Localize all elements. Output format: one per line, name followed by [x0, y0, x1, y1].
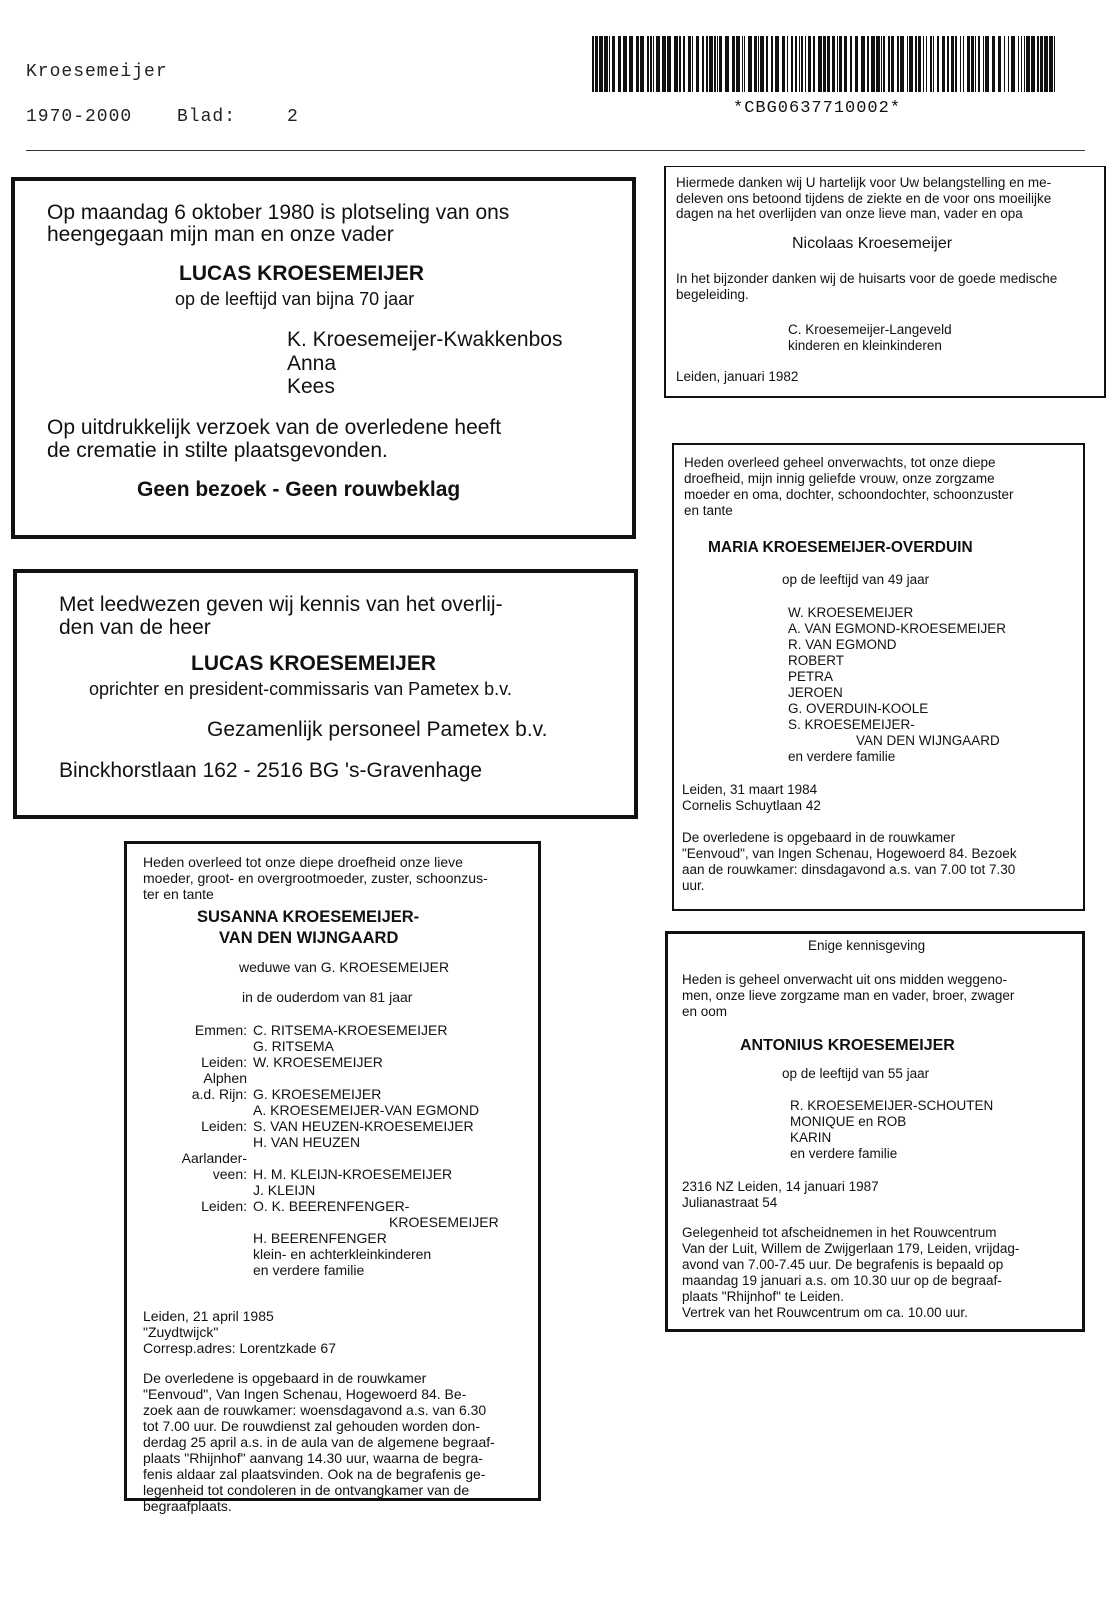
family-names: klein- en achterkleinkinderen — [253, 1246, 432, 1262]
barcode-bar — [1054, 36, 1055, 92]
barcode-bar — [808, 36, 811, 92]
family-list — [790, 1098, 993, 1162]
deceased-name: MARIA KROESEMEIJER-OVERDUIN — [708, 539, 973, 556]
family-member: JEROEN — [788, 685, 843, 700]
barcode-bar — [650, 36, 652, 92]
details-line: De overledene is opgebaard in de rouwkamer — [143, 1370, 427, 1386]
family-member: en verdere familie — [790, 1146, 898, 1161]
barcode-bar — [923, 36, 924, 92]
barcode-bar — [813, 36, 815, 92]
barcode-bar — [1024, 36, 1025, 92]
header-divider — [26, 150, 1085, 151]
barcode-bar — [748, 36, 752, 92]
barcode-bar — [647, 36, 649, 92]
family-member: G. OVERDUIN-KOOLE — [788, 701, 929, 716]
family-member: S. KROESEMEIJER- — [788, 717, 915, 732]
barcode-bar — [823, 36, 826, 92]
barcode-bar — [629, 36, 633, 92]
details-line: avond van 7.00-7.45 uur. De begrafenis is bepaald op — [682, 1257, 1004, 1272]
family-row — [127, 1246, 537, 1262]
barcode-bar — [782, 36, 785, 92]
deceased-name-line-2: VAN DEN WIJNGAARD — [219, 929, 399, 947]
age-line: op de leeftijd van 49 jaar — [782, 572, 930, 587]
period-label: 1970-2000 — [26, 107, 133, 127]
intro-line-2: heengegaan mijn man en onze vader — [47, 223, 394, 246]
barcode-bar — [595, 36, 598, 92]
barcode-bar — [801, 36, 803, 92]
intro-line: moeder, groot- en overgrootmoeder, zuster, schoonzus- — [143, 870, 488, 886]
family-names: W. KROESEMEIJER — [253, 1054, 383, 1070]
note-line-2: de crematie in stilte plaatsgevonden. — [47, 439, 388, 462]
widow-line: weduwe van G. KROESEMEIJER — [239, 959, 450, 975]
details-line: Van der Luit, Willem de Zwijgerlaan 179, Leiden, vrijdag- — [682, 1241, 1020, 1256]
address-line: Binckhorstlaan 162 - 2516 BG 's-Gravenhage — [59, 759, 483, 782]
barcode-bar — [1008, 36, 1009, 92]
family-row — [127, 1102, 537, 1118]
details-line: "Eenvoud", Van Ingen Schenau, Hogewoerd 84. Be- — [143, 1386, 467, 1402]
barcode-bar — [832, 36, 835, 92]
barcode-bar — [758, 36, 759, 92]
age-line: op de leeftijd van 55 jaar — [782, 1066, 930, 1081]
intro-line: Heden is geheel onverwacht uit ons midden weggeno- — [682, 972, 1007, 987]
family-names: O. K. BEERENFENGER- — [253, 1198, 410, 1214]
barcode-bar — [850, 36, 852, 92]
barcode-bar — [909, 36, 913, 92]
role-line: oprichter en president-commissaris van Pametex b.v. — [89, 679, 512, 699]
intro-line: moeder en oma, dochter, schoondochter, schoonzuster — [684, 487, 1014, 502]
family-member-1: K. Kroesemeijer-Kwakkenbos — [287, 328, 563, 351]
family-names: H. VAN HEUZEN — [253, 1134, 361, 1150]
barcode-bar — [667, 36, 671, 92]
barcode-bar — [1037, 36, 1039, 92]
address-line: Julianastraat 54 — [682, 1195, 778, 1210]
family-line-2: kinderen en kleinkinderen — [788, 338, 942, 353]
barcode-bar — [942, 36, 945, 92]
heading: Enige kennisgeving — [808, 938, 926, 953]
family-member: R. KROESEMEIJER-SCHOUTEN — [790, 1098, 994, 1113]
family-place: Leiden: — [201, 1118, 247, 1134]
address-line: Cornelis Schuytlaan 42 — [682, 798, 821, 813]
deceased-name: LUCAS KROESEMEIJER — [191, 652, 437, 675]
family-row — [127, 1054, 537, 1070]
age-line: in de ouderdom van 81 jaar — [242, 989, 413, 1005]
barcode-bar — [696, 36, 699, 92]
barcode-bar — [998, 36, 1001, 92]
sender-line: Gezamenlijk personeel Pametex b.v. — [207, 718, 548, 741]
barcode-bar — [983, 36, 984, 92]
barcode-bar — [933, 36, 934, 92]
barcode-bar — [653, 36, 654, 92]
family-member-3: Kees — [287, 375, 335, 398]
note-line-1: Op uitdrukkelijk verzoek van de overledene heeft — [47, 416, 502, 439]
deceased-name-line-1: SUSANNA KROESEMEIJER- — [197, 908, 420, 926]
notice-maria — [672, 443, 1085, 911]
family-row — [127, 1134, 537, 1150]
family-list — [127, 1022, 537, 1278]
family-member: VAN DEN WIJNGAARD — [856, 733, 1000, 748]
barcode-bar — [636, 36, 639, 92]
family-member: MONIQUE en ROB — [790, 1114, 907, 1129]
family-member: ROBERT — [788, 653, 845, 668]
barcode-bar — [688, 36, 691, 92]
barcode-bar — [736, 36, 740, 92]
barcode-bar — [1004, 36, 1005, 92]
barcode-bar — [640, 36, 644, 92]
family-member: R. VAN EGMOND — [788, 637, 897, 652]
intro-block — [682, 972, 1014, 1020]
family-member: PETRA — [788, 669, 834, 684]
family-row — [127, 1230, 537, 1246]
thanks-line: begeleiding. — [676, 286, 749, 302]
family-place: Leiden: — [201, 1054, 247, 1070]
family-names: A. KROESEMEIJER-VAN EGMOND — [253, 1102, 480, 1118]
family-names: KROESEMEIJER — [389, 1214, 499, 1230]
notice-lucas-family — [11, 177, 636, 539]
details-line: aan de rouwkamer: dinsdagavond a.s. van 7.00 tot 7.30 — [682, 862, 1016, 877]
date-line: Leiden, 31 maart 1984 — [682, 782, 818, 797]
barcode-bar — [717, 36, 718, 92]
barcode-bar — [679, 36, 681, 92]
family-names: G. KROESEMEIJER — [253, 1086, 382, 1102]
barcode-bar — [867, 36, 869, 92]
barcode-bar — [971, 36, 974, 92]
intro-line: Hiermede danken wij U hartelijk voor Uw belangstelling en me- — [676, 175, 1052, 190]
barcode-bar — [709, 36, 713, 92]
barcode-bar — [754, 36, 757, 92]
family-row — [127, 1070, 537, 1086]
family-row — [127, 1022, 537, 1038]
intro-line-1: Met leedwezen geven wij kennis van het overlij- — [59, 593, 503, 616]
barcode-bar — [897, 36, 899, 92]
intro-line: deleven ons betoond tijdens de ziekte en de voor ons moeilijke — [676, 190, 1052, 206]
barcode-bar — [791, 36, 793, 92]
barcode-bar — [839, 36, 842, 92]
barcode-bar — [918, 36, 921, 92]
notice-antonius — [665, 931, 1085, 1332]
details-block — [682, 1225, 1019, 1321]
family-place: veen: — [212, 1166, 247, 1182]
intro-line-2: den van de heer — [59, 616, 211, 639]
details-line: zoek aan de rouwkamer: woensdagavond a.s. van 6.30 — [143, 1402, 487, 1418]
notice-lucas-company — [13, 569, 638, 819]
family-row — [127, 1086, 537, 1102]
barcode-bar — [592, 36, 594, 92]
corresp-line: Corresp.adres: Lorentzkade 67 — [143, 1340, 336, 1356]
deceased-name: Nicolaas Kroesemeijer — [792, 235, 953, 252]
date-line: Leiden, 21 april 1985 — [143, 1308, 274, 1324]
family-row — [127, 1118, 537, 1134]
family-names: en verdere familie — [253, 1262, 365, 1278]
barcode-bar — [795, 36, 797, 92]
barcode-bar — [985, 36, 989, 92]
barcode-bar — [876, 36, 880, 92]
details-line: fenis aldaar zal plaatsvinden. Ook na de begrafenis ge- — [143, 1466, 486, 1482]
page-label: Blad: — [177, 107, 237, 127]
barcode-bar — [744, 36, 745, 92]
barcode-bar — [951, 36, 954, 92]
barcode-bar — [725, 36, 729, 92]
barcode-bar — [888, 36, 890, 92]
barcode-bar — [771, 36, 773, 92]
family-row — [127, 1166, 537, 1182]
intro-line: en oom — [682, 1004, 728, 1019]
barcode-bar — [674, 36, 678, 92]
barcode-bar — [732, 36, 735, 92]
barcode-bar — [975, 36, 976, 92]
barcode-bar — [1021, 36, 1022, 92]
intro-line: Heden overleed tot onze diepe droefheid onze lieve — [143, 854, 463, 870]
details-line: plaats "Rhijnhof" te Leiden. — [682, 1289, 844, 1304]
details-line: begraafplaats. — [143, 1498, 232, 1514]
barcode-bar — [656, 36, 660, 92]
family-names: J. KLEIJN — [253, 1182, 316, 1198]
barcode-bar — [871, 36, 875, 92]
family-member: KARIN — [790, 1130, 832, 1145]
details-line: maandag 19 januari a.s. om 10.30 uur op de begraaf- — [682, 1273, 1002, 1288]
family-names: C. RITSEMA-KROESEMEIJER — [253, 1022, 448, 1038]
barcode-bar — [900, 36, 904, 92]
barcode-bar — [827, 36, 830, 92]
barcode-bar — [683, 36, 685, 92]
barcode-bar — [930, 36, 932, 92]
family-row — [127, 1182, 537, 1198]
barcode-bar — [702, 36, 704, 92]
family-place: Emmen: — [194, 1022, 247, 1038]
intro-line: Heden overleed geheel onverwachts, tot onze diepe — [684, 455, 996, 470]
intro-line: en tante — [684, 503, 733, 518]
barcode-bar — [805, 36, 806, 92]
details-line: "Eenvoud", van Ingen Schenau, Hogewoerd 84. Bezoek — [682, 846, 1017, 861]
barcode-bar — [618, 36, 621, 92]
barcode-bar — [960, 36, 961, 92]
barcode-bar — [955, 36, 957, 92]
surname-header: Kroesemeijer — [26, 62, 168, 82]
intro-line: men, onze lieve zorgzame man en vader, broer, zwager — [682, 988, 1015, 1003]
family-names: H. BEERENFENGER — [253, 1230, 387, 1246]
barcode-bar — [1018, 36, 1019, 92]
details-line: Vertrek van het Rouwcentrum om ca. 10.00 uur. — [682, 1305, 968, 1320]
family-row — [127, 1198, 537, 1214]
intro-line-1: Op maandag 6 oktober 1980 is plotseling van ons — [47, 201, 510, 224]
barcode-bar — [1040, 36, 1043, 92]
barcode-bar — [609, 36, 610, 92]
family-place: Leiden: — [201, 1198, 247, 1214]
barcode-bar — [907, 36, 908, 92]
barcode-bar — [963, 36, 964, 92]
house-line: "Zuydtwijck" — [143, 1324, 219, 1340]
barcode-bar — [881, 36, 882, 92]
intro-block — [684, 455, 1013, 519]
family-member: en verdere familie — [788, 749, 896, 764]
barcode-bar — [1044, 36, 1048, 92]
intro-block — [676, 175, 1051, 222]
date-line: Leiden, januari 1982 — [676, 369, 799, 384]
family-place: Aarlander- — [181, 1150, 247, 1166]
family-row — [127, 1262, 537, 1278]
barcode-bar — [861, 36, 865, 92]
barcode-bar — [883, 36, 885, 92]
details-line: Gelegenheid tot afscheidnemen in het Rouwcentrum — [682, 1225, 997, 1240]
barcode-bar — [604, 36, 608, 92]
barcode-bar — [891, 36, 894, 92]
intro-line: ter en tante — [143, 886, 214, 902]
barcode-bar — [1031, 36, 1035, 92]
family-line-1: C. Kroesemeijer-Langeveld — [788, 322, 952, 337]
barcode-bar — [915, 36, 917, 92]
barcode-bar — [1026, 36, 1030, 92]
barcode-bar — [775, 36, 779, 92]
family-place: a.d. Rijn: — [191, 1086, 247, 1102]
family-names: H. M. KLEIJN-KROESEMEIJER — [253, 1166, 453, 1182]
intro-line: droefheid, mijn innig geliefde vrouw, onze zorgzame — [684, 471, 995, 486]
barcode-bar — [926, 36, 927, 92]
barcode-bar — [623, 36, 627, 92]
deceased-name: ANTONIUS KROESEMEIJER — [740, 1037, 955, 1054]
barcode-bar — [947, 36, 949, 92]
closing-line: Geen bezoek - Geen rouwbeklag — [137, 478, 461, 501]
details-line: plaats "Rhijnhof" aanvang 14.30 uur, waarna de begra- — [143, 1450, 483, 1466]
barcode-text: *CBG0637710002* — [733, 99, 902, 118]
age-line: op de leeftijd van bijna 70 jaar — [175, 289, 415, 309]
barcode-bar — [714, 36, 716, 92]
intro-line: dagen na het overlijden van onze lieve man, vader en opa — [676, 206, 1023, 221]
family-member: W. KROESEMEIJER — [788, 605, 914, 620]
barcode-bar — [662, 36, 666, 92]
family-names: S. VAN HEUZEN-KROESEMEIJER — [253, 1118, 474, 1134]
family-member: A. VAN EGMOND-KROESEMEIJER — [788, 621, 1007, 636]
barcode-bar — [818, 36, 822, 92]
barcode-bar — [612, 36, 615, 92]
details-block — [143, 1370, 495, 1514]
details-line: legenheid tot condoleren in de ontvangkamer van de — [143, 1482, 470, 1498]
barcode-bar — [766, 36, 768, 92]
barcode-bar — [967, 36, 970, 92]
family-row — [127, 1038, 537, 1054]
barcode-bar — [1011, 36, 1015, 92]
barcode-bar — [742, 36, 743, 92]
notice-susanna — [124, 841, 541, 1514]
family-row — [127, 1150, 537, 1166]
date-line: 2316 NZ Leiden, 14 januari 1987 — [682, 1179, 879, 1194]
barcode-bar — [787, 36, 788, 92]
details-line: De overledene is opgebaard in de rouwkamer — [682, 830, 956, 845]
details-line: tot 7.00 uur. De rouwdienst zal gehouden worden don- — [143, 1418, 481, 1434]
family-row — [127, 1214, 537, 1230]
barcode-bar — [992, 36, 995, 92]
family-member-2: Anna — [287, 352, 337, 375]
barcode-bar — [937, 36, 939, 92]
barcode-bar — [719, 36, 722, 92]
family-place: Alphen — [203, 1070, 247, 1086]
notice-nicolaas-thanks — [664, 166, 1106, 398]
thanks-line: In het bijzonder danken wij de huisarts voor de goede medische — [676, 271, 1058, 286]
barcode-bar — [799, 36, 800, 92]
barcode-bar — [978, 36, 980, 92]
barcode-bar — [1049, 36, 1053, 92]
details-line: uur. — [682, 878, 705, 893]
page-number: 2 — [287, 107, 299, 127]
family-names: G. RITSEMA — [253, 1038, 334, 1054]
barcode-bar — [760, 36, 764, 92]
barcode-bar — [844, 36, 847, 92]
barcode-bar — [706, 36, 708, 92]
barcode-bar — [855, 36, 858, 92]
barcode-bar — [692, 36, 693, 92]
details-line: derdag 25 april a.s. in de aula van de algemene begraaf- — [143, 1434, 495, 1450]
family-list — [788, 605, 1078, 765]
barcode-bar — [599, 36, 603, 92]
deceased-name: LUCAS KROESEMEIJER — [179, 262, 425, 285]
thanks-block — [676, 271, 1057, 302]
details-block — [682, 830, 1017, 894]
barcode-bar — [837, 36, 838, 92]
barcode — [592, 36, 1055, 92]
